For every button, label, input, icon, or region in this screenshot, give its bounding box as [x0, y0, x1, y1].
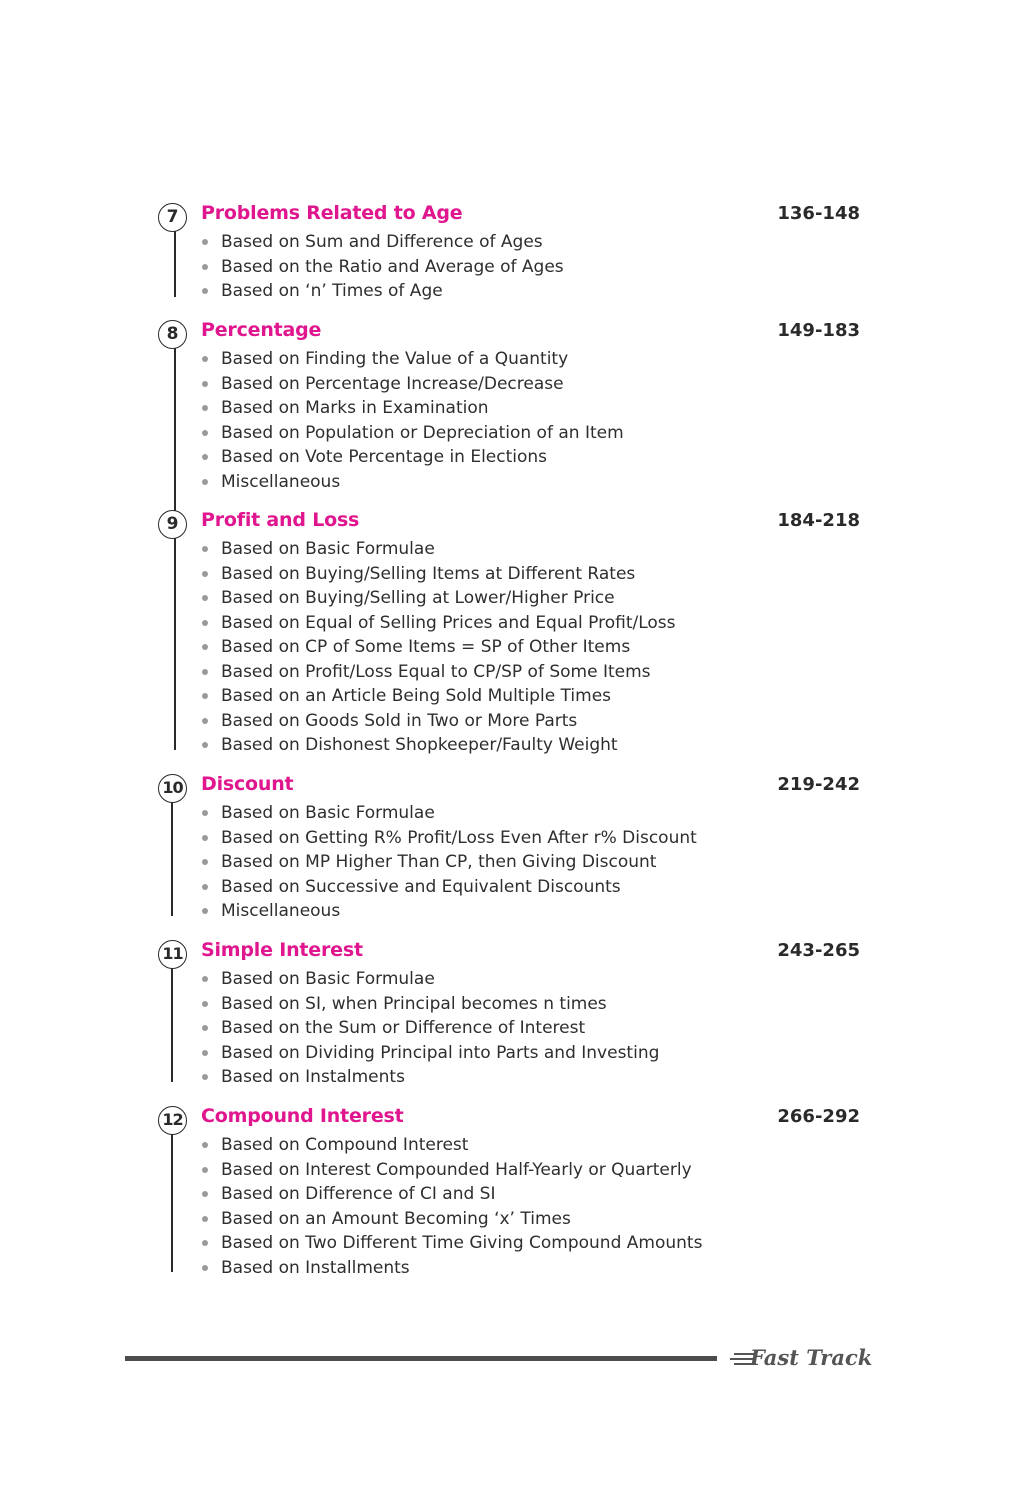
bullet-icon	[202, 546, 208, 552]
chapter-title[interactable]: Profit and Loss	[201, 509, 360, 531]
topic-item: Based on SI, when Principal becomes n times	[221, 994, 607, 1014]
topic-item: Based on Two Different Time Giving Compound Amounts	[221, 1233, 703, 1253]
topic-item: Based on Goods Sold in Two or More Parts	[221, 711, 578, 731]
chapter-connector-line	[171, 968, 173, 1082]
brand-logo	[730, 1344, 885, 1374]
chapter-number-badge: 8	[158, 320, 187, 349]
bullet-icon	[202, 742, 208, 748]
bullet-icon	[202, 571, 208, 577]
bullet-icon	[202, 884, 208, 890]
topic-item: Based on Dishonest Shopkeeper/Faulty Weight	[221, 735, 618, 755]
topic-item: Based on Sum and Difference of Ages	[221, 232, 543, 252]
bullet-icon	[202, 718, 208, 724]
topic-item: Based on Buying/Selling Items at Different Rates	[221, 564, 636, 584]
bullet-icon	[202, 810, 208, 816]
bullet-icon	[202, 239, 208, 245]
bullet-icon	[202, 1191, 208, 1197]
topic-item: Based on Population or Depreciation of an Item	[221, 423, 624, 443]
bullet-icon	[202, 356, 208, 362]
topic-item: Based on Interest Compounded Half-Yearly or Quarterly	[221, 1160, 692, 1180]
bullet-icon	[202, 1074, 208, 1080]
chapter-connector-line	[174, 231, 176, 297]
bullet-icon	[202, 264, 208, 270]
chapter-pages: 184-218	[777, 510, 860, 531]
topic-item: Based on Finding the Value of a Quantity	[221, 349, 569, 369]
bullet-icon	[202, 976, 208, 982]
topic-item: Based on Buying/Selling at Lower/Higher Price	[221, 588, 615, 608]
topic-item: Based on Basic Formulae	[221, 539, 435, 559]
topic-item: Based on Instalments	[221, 1067, 405, 1087]
bullet-icon	[202, 1265, 208, 1271]
chapter-title[interactable]: Compound Interest	[201, 1105, 404, 1127]
chapter-title[interactable]: Problems Related to Age	[201, 202, 463, 224]
topic-item: Based on Vote Percentage in Elections	[221, 447, 548, 467]
chapter-pages: 243-265	[777, 940, 860, 961]
chapter-connector-line	[174, 538, 176, 750]
bullet-icon	[202, 1142, 208, 1148]
topic-item: Based on an Amount Becoming ‘x’ Times	[221, 1209, 571, 1229]
chapter-pages: 219-242	[777, 774, 860, 795]
bullet-icon	[202, 1025, 208, 1031]
topic-item: Miscellaneous	[221, 901, 341, 921]
bullet-icon	[202, 288, 208, 294]
bullet-icon	[202, 859, 208, 865]
bullet-icon	[202, 620, 208, 626]
brand-name: Fast Track	[750, 1345, 873, 1370]
topic-item: Based on Profit/Loss Equal to CP/SP of Some Items	[221, 662, 651, 682]
topic-item: Miscellaneous	[221, 472, 341, 492]
topic-item: Based on Successive and Equivalent Discounts	[221, 877, 621, 897]
topic-item: Based on ‘n’ Times of Age	[221, 281, 443, 301]
bullet-icon	[202, 595, 208, 601]
bullet-icon	[202, 479, 208, 485]
topic-item: Based on an Article Being Sold Multiple Times	[221, 686, 612, 706]
bullet-icon	[202, 454, 208, 460]
bullet-icon	[202, 835, 208, 841]
bullet-icon	[202, 1001, 208, 1007]
chapter-number-badge: 10	[158, 774, 187, 803]
topic-item: Based on Compound Interest	[221, 1135, 469, 1155]
topic-item: Based on Marks in Examination	[221, 398, 489, 418]
bullet-icon	[202, 1167, 208, 1173]
bullet-icon	[202, 1050, 208, 1056]
bullet-icon	[202, 1216, 208, 1222]
bullet-icon	[202, 908, 208, 914]
topic-item: Based on CP of Some Items = SP of Other Items	[221, 637, 631, 657]
topic-item: Based on MP Higher Than CP, then Giving Discount	[221, 852, 657, 872]
chapter-connector-line	[174, 348, 176, 512]
bullet-icon	[202, 1240, 208, 1246]
bullet-icon	[202, 669, 208, 675]
chapter-pages: 136-148	[777, 203, 860, 224]
chapter-number-badge: 9	[158, 510, 187, 539]
topic-item: Based on Difference of CI and SI	[221, 1184, 496, 1204]
chapter-number-badge: 7	[158, 203, 187, 232]
bullet-icon	[202, 381, 208, 387]
chapter-pages: 149-183	[777, 320, 860, 341]
topic-item: Based on Basic Formulae	[221, 803, 435, 823]
topic-item: Based on Getting R% Profit/Loss Even After r% Discount	[221, 828, 697, 848]
chapter-pages: 266-292	[777, 1106, 860, 1127]
topic-item: Based on Percentage Increase/Decrease	[221, 374, 564, 394]
topic-item: Based on the Sum or Difference of Interest	[221, 1018, 586, 1038]
topic-item: Based on Dividing Principal into Parts and Investing	[221, 1043, 660, 1063]
chapter-title[interactable]: Simple Interest	[201, 939, 363, 961]
chapter-number-badge: 12	[158, 1106, 187, 1135]
bullet-icon	[202, 405, 208, 411]
chapter-connector-line	[171, 1134, 173, 1272]
chapter-connector-line	[171, 802, 173, 916]
topic-item: Based on Installments	[221, 1258, 410, 1278]
topic-item: Based on the Ratio and Average of Ages	[221, 257, 564, 277]
bullet-icon	[202, 693, 208, 699]
bullet-icon	[202, 430, 208, 436]
chapter-title[interactable]: Percentage	[201, 319, 322, 341]
footer-divider	[125, 1356, 717, 1361]
topic-item: Based on Basic Formulae	[221, 969, 435, 989]
chapter-number-badge: 11	[158, 940, 187, 969]
chapter-title[interactable]: Discount	[201, 773, 294, 795]
bullet-icon	[202, 644, 208, 650]
topic-item: Based on Equal of Selling Prices and Equal Profit/Loss	[221, 613, 676, 633]
